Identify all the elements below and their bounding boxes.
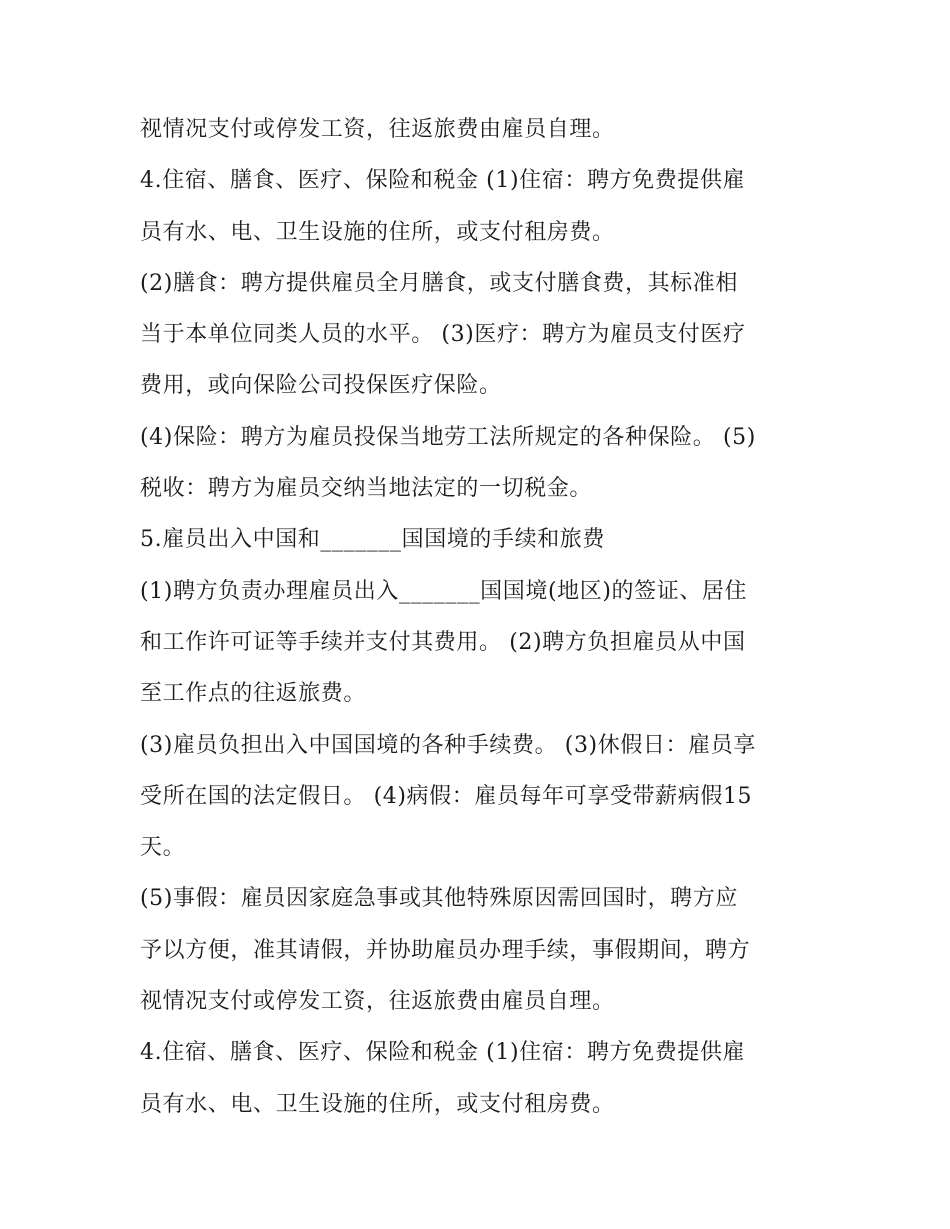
text-line-8: 税收：聘方为雇员交纳当地法定的一切税金。 (140, 476, 593, 502)
text-line-6: 费用，或向保险公司投保医疗保险。 (140, 373, 502, 399)
text-line-17: 予以方便，准其请假，并协助雇员办理手续，事假期间，聘方 (140, 937, 751, 963)
text-line-9: 5.雇员出入中国和_______国国境的手续和旅费 (140, 527, 605, 553)
text-line-19: 4.住宿、膳食、医疗、保险和税金 (1)住宿：聘方免费提供雇 (140, 1040, 746, 1066)
text-line-5: 当于本单位同类人员的水平。 (3)医疗：聘方为雇员支付医疗 (140, 322, 746, 348)
text-line-4: (2)膳食：聘方提供雇员全月膳食，或支付膳食费，其标准相 (140, 270, 738, 296)
body-text (140, 104, 820, 1130)
text-line-20: 员有水、电、卫生设施的住所，或支付租房费。 (140, 1091, 615, 1117)
text-line-13: (3)雇员负担出入中国国境的各种手续费。 (3)休假日：雇员享 (140, 732, 756, 758)
text-line-10: (1)聘方负责办理雇员出入_______国国境(地区)的签证、居住 (140, 578, 748, 604)
text-line-3: 员有水、电、卫生设施的住所，或支付租房费。 (140, 219, 615, 245)
text-line-7: (4)保险：聘方为雇员投保当地劳工法所规定的各种保险。 (5) (140, 424, 756, 450)
text-line-11: 和工作许可证等手续并支付其费用。 (2)聘方负担雇员从中国 (140, 629, 746, 655)
text-line-2: 4.住宿、膳食、医疗、保险和税金 (1)住宿：聘方免费提供雇 (140, 168, 746, 194)
text-line-1: 视情况支付或停发工资，往返旅费由雇员自理。 (140, 117, 615, 142)
text-line-12: 至工作点的往返旅费。 (140, 681, 367, 707)
text-line-18: 视情况支付或停发工资，往返旅费由雇员自理。 (140, 989, 615, 1015)
text-line-15: 天。 (140, 835, 186, 861)
text-line-16: (5)事假：雇员因家庭急事或其他特殊原因需回国时，聘方应 (140, 886, 738, 912)
text-line-14: 受所在国的法定假日。 (4)病假：雇员每年可享受带薪病假15 (140, 783, 753, 809)
